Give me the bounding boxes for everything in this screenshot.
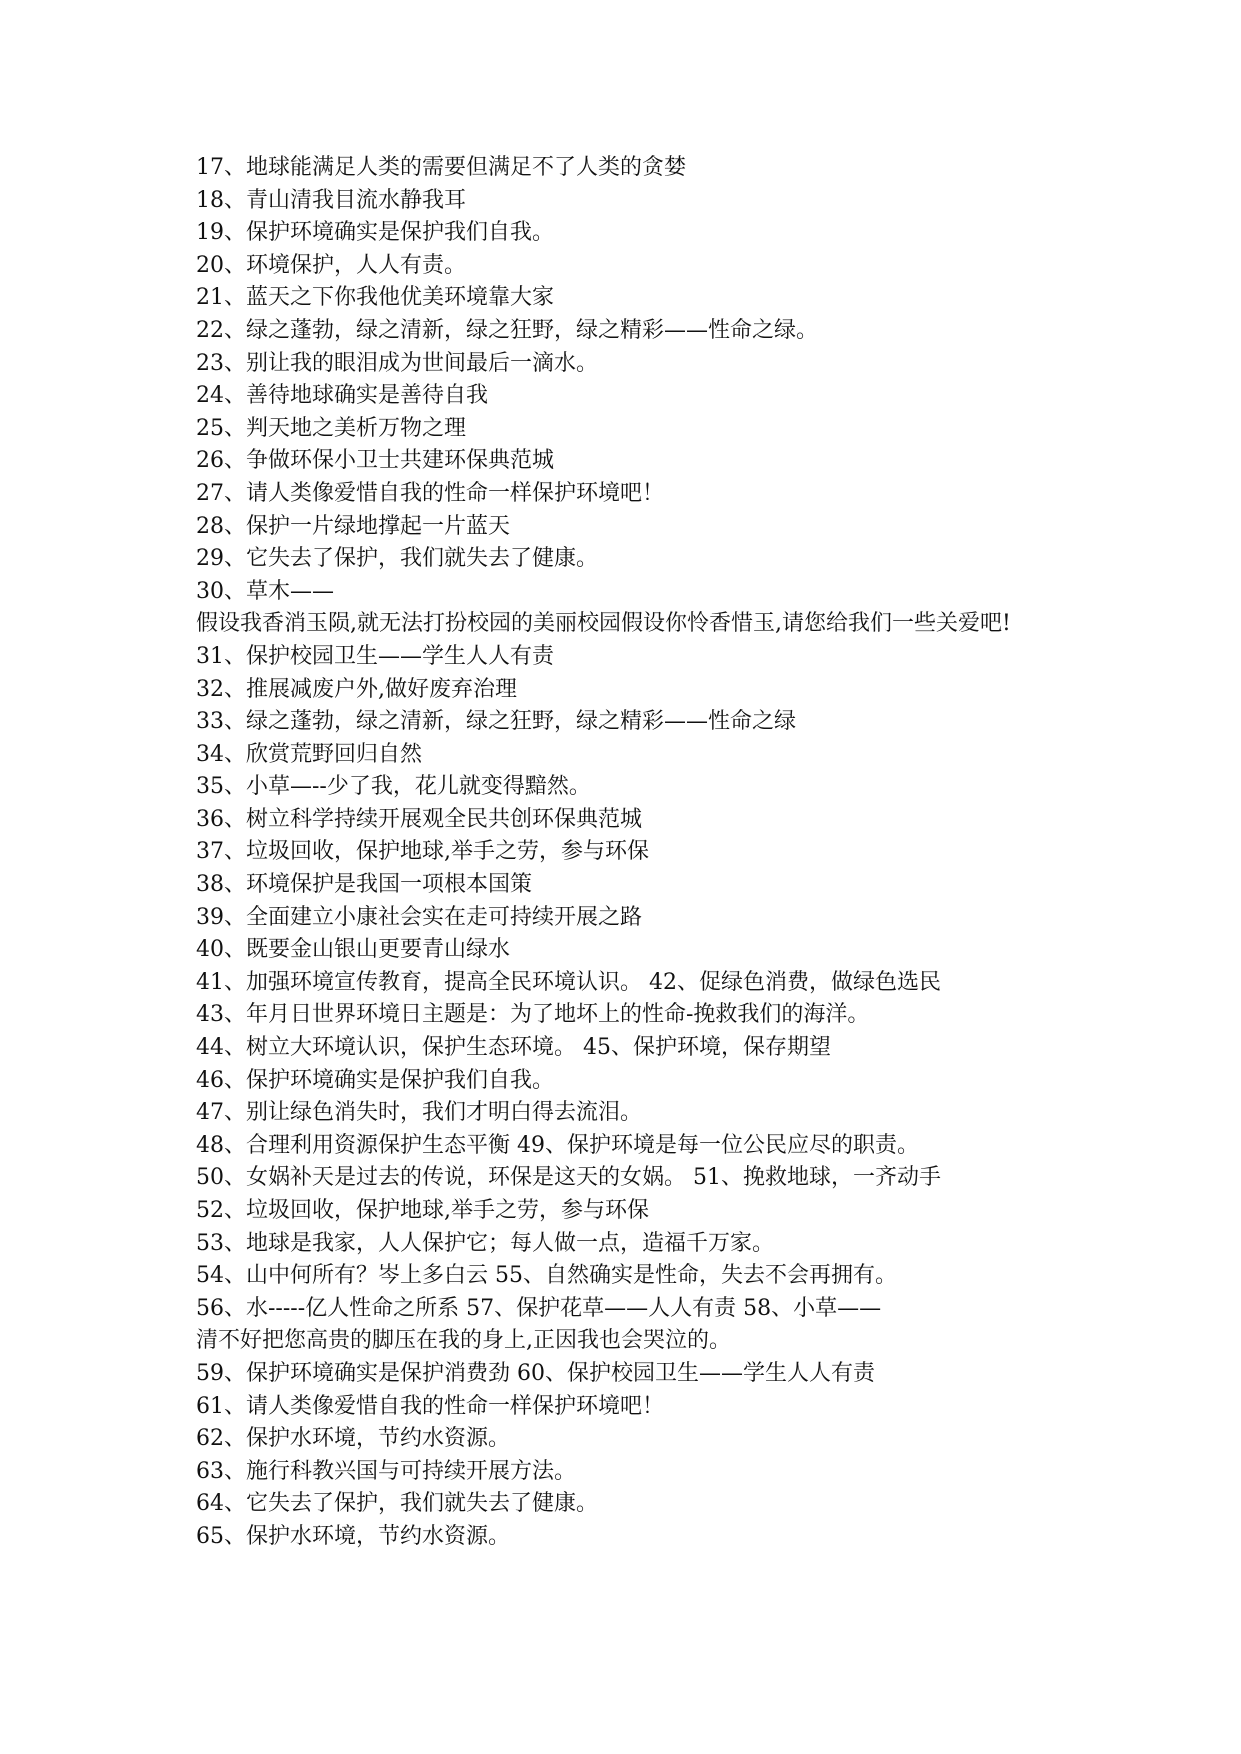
- text-line: 59、保护环境确实是保护消费劲 60、保护校园卫生——学生人人有责: [196, 1360, 875, 1386]
- text-line: 53、地球是我家，人人保护它；每人做一点，造福千万家。: [196, 1230, 774, 1256]
- document-body: [196, 152, 1056, 1554]
- text-line: 27、请人类像爱惜自我的性命一样保护环境吧！: [196, 480, 664, 506]
- text-line: 54、山中何所有？岑上多白云 55、自然确实是性命，失去不会再拥有。: [196, 1263, 897, 1289]
- text-line: 18、青山清我目流水静我耳: [196, 187, 466, 213]
- text-line: 39、全面建立小康社会实在走可持续开展之路: [196, 904, 642, 930]
- text-line: 24、善待地球确实是善待自我: [196, 383, 488, 409]
- text-line: 40、既要金山银山更要青山绿水: [196, 937, 510, 963]
- text-line: 47、别让绿色消失时，我们才明白得去流泪。: [196, 1100, 642, 1126]
- text-line: 44、树立大环境认识，保护生态环境。 45、保护环境，保存期望: [196, 1035, 831, 1061]
- text-line: 26、争做环保小卫士共建环保典范城: [196, 448, 554, 474]
- text-line: 65、保护水环境，节约水资源。: [196, 1523, 510, 1549]
- text-line: 36、树立科学持续开展观全民共创环保典范城: [196, 806, 642, 832]
- text-line: 19、保护环境确实是保护我们自我。: [196, 220, 554, 246]
- text-line: 43、年月日世界环境日主题是：为了地坏上的性命-挽救我们的海洋。: [196, 1002, 870, 1028]
- text-line: 30、草木——: [196, 578, 334, 604]
- text-line: 48、合理利用资源保护生态平衡 49、保护环境是每一位公民应尽的职责。: [196, 1132, 919, 1158]
- text-line: 33、绿之蓬勃，绿之清新，绿之狂野，绿之精彩——性命之绿: [196, 709, 796, 735]
- text-line: 41、加强环境宣传教育，提高全民环境认识。 42、促绿色消费，做绿色选民: [196, 969, 941, 995]
- text-line: 38、环境保护是我国一项根本国策: [196, 872, 532, 898]
- text-line: 56、水-----亿人性命之所系 57、保护花草——人人有责 58、小草——: [196, 1295, 882, 1321]
- text-line: 31、保护校园卫生——学生人人有责: [196, 643, 554, 669]
- text-line: 52、垃圾回收，保护地球,举手之劳，参与环保: [196, 1198, 649, 1223]
- text-line: 20、环境保护，人人有责。: [196, 252, 466, 278]
- text-line: 清不好把您高贵的脚压在我的身上,正因我也会哭泣的。: [196, 1328, 731, 1354]
- text-line: 35、小草—--少了我，花儿就变得黯然。: [196, 774, 591, 800]
- text-line: 28、保护一片绿地撑起一片蓝天: [196, 513, 510, 539]
- text-line: 61、请人类像爱惜自我的性命一样保护环境吧！: [196, 1393, 664, 1419]
- text-line: 62、保护水环境，节约水资源。: [196, 1426, 510, 1452]
- text-paragraph: 假设我香消玉陨,就无法打扮校园的美丽校园假设你怜香惜玉,请您给我们一些关爱吧!: [196, 611, 1011, 637]
- text-line: 21、蓝天之下你我他优美环境靠大家: [196, 285, 554, 311]
- text-line: 64、它失去了保护，我们就失去了健康。: [196, 1491, 598, 1517]
- text-line: 29、它失去了保护，我们就失去了健康。: [196, 546, 598, 572]
- text-line: 34、欣赏荒野回归自然: [196, 741, 422, 767]
- text-line: 32、推展减废户外,做好废弃治理: [196, 676, 517, 702]
- text-line: 50、女娲补天是过去的传说，环保是这天的女娲。 51、挽救地球，一齐动手: [196, 1165, 941, 1191]
- text-line: 17、地球能满足人类的需要但满足不了人类的贪婪: [196, 155, 686, 180]
- text-line: 63、施行科教兴国与可持续开展方法。: [196, 1458, 576, 1484]
- text-line: 46、保护环境确实是保护我们自我。: [196, 1067, 554, 1093]
- text-line: 22、绿之蓬勃，绿之清新，绿之狂野，绿之精彩——性命之绿。: [196, 317, 818, 343]
- text-line: 23、别让我的眼泪成为世间最后一滴水。: [196, 350, 598, 376]
- text-line: 37、垃圾回收，保护地球,举手之劳，参与环保: [196, 839, 649, 865]
- text-line: 25、判天地之美析万物之理: [196, 415, 466, 441]
